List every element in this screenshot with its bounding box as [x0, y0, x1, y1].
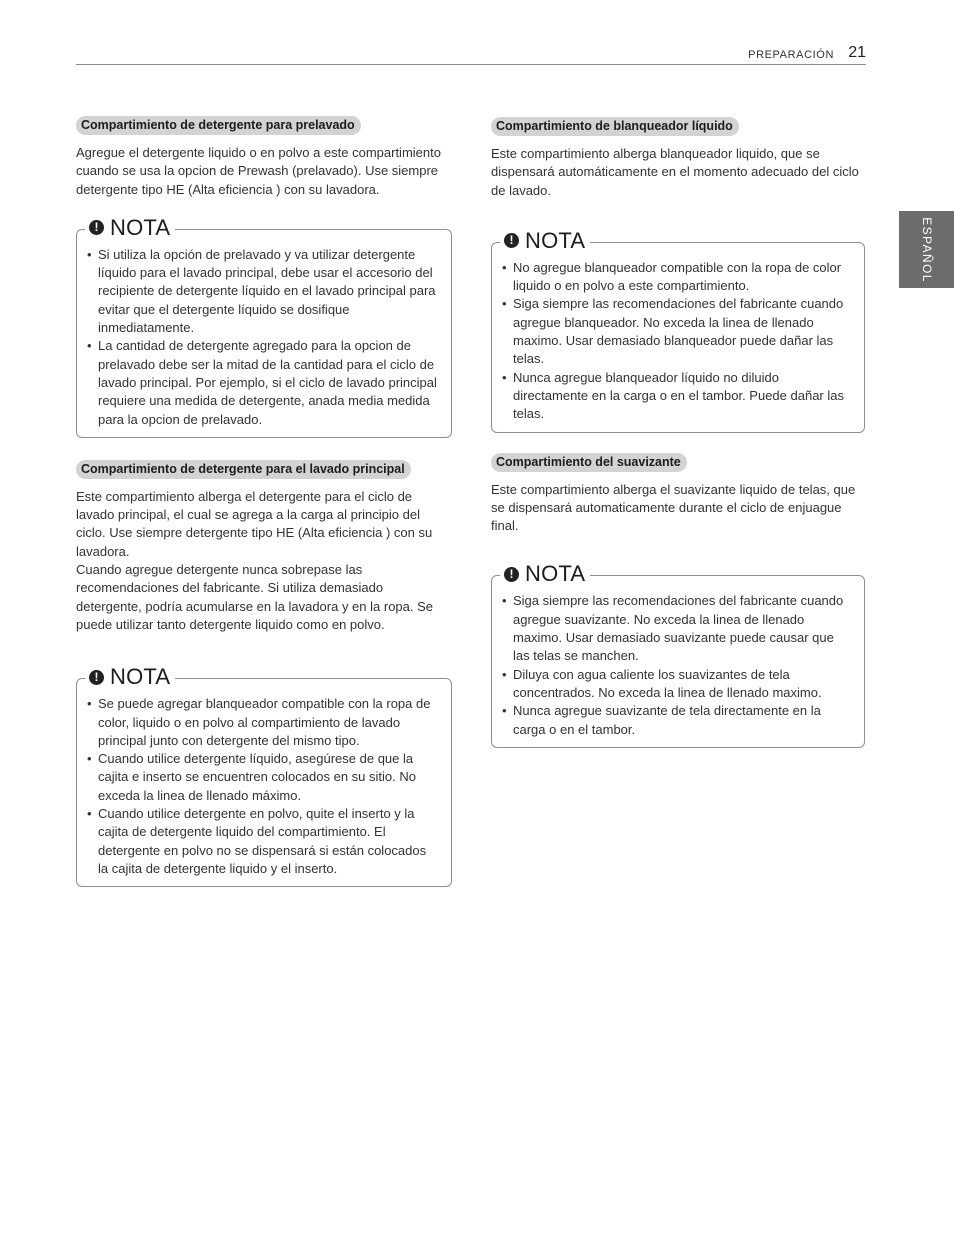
section-text: Este compartimiento alberga blanqueador liquido, que se dispensará automáticamente en el momento adecuado del ciclo de lavado. — [491, 146, 859, 198]
note-box — [76, 664, 452, 887]
section-main-wash-detergent — [76, 460, 452, 887]
warning-icon: ! — [504, 233, 519, 248]
section-text-2: Cuando agregue detergente nunca sobrepase las recomendaciones del fabricante. Si utiliza demasiado detergente, podría acumularse en la lavadora y en la ropa. Se puede utilizar tanto detergente liquido como en polvo. — [76, 562, 434, 632]
note-item — [87, 246, 439, 337]
note-header — [500, 561, 590, 587]
note-item — [87, 337, 439, 428]
section-heading: Compartimiento de detergente para prelavado — [76, 116, 361, 135]
note-item-text: Cuando utilice detergente líquido, asegúrese de que la cajita e inserto se encuentren colocados en su sitio. No exceda la linea de llenado máximo. — [98, 751, 416, 803]
note-item-text: Cuando utilice detergente en polvo, quite el inserto y la cajita de detergente liquido del compartimiento. El detergente en polvo no se dispensará si están colocados la cajita de detergente liquido y el inserto. — [98, 806, 427, 876]
language-tab — [899, 211, 954, 288]
note-item-text: Se puede agregar blanqueador compatible con la ropa de color, liquido o en polvo al compartimiento de lavado principal junto con detergente del mismo tipo. — [98, 696, 431, 748]
left-column — [76, 116, 452, 887]
note-title: NOTA — [525, 561, 586, 587]
section-heading: Compartimiento del suavizante — [491, 453, 687, 472]
note-item — [502, 666, 852, 703]
note-box — [491, 227, 865, 433]
bullet-icon: • — [502, 369, 507, 385]
right-column — [491, 117, 865, 748]
note-item — [87, 750, 439, 805]
note-box — [76, 214, 452, 438]
section-heading: Compartimiento de blanqueador líquido — [491, 117, 739, 136]
note-item — [502, 369, 852, 424]
language-tab-label: ESPAÑOL — [919, 216, 934, 283]
note-item-text: Nunca agregue blanqueador líquido no diluido directamente en la carga o en el tambor. Puede dañar las telas. — [513, 369, 844, 422]
note-item-text: Siga siempre las recomendaciones del fabricante cuando agregue suavizante. No exceda la linea de llenado maximo. Usar demasiado suavizante puede causar que las telas se manchen. — [513, 593, 844, 664]
note-header — [85, 664, 175, 690]
note-title: NOTA — [110, 664, 171, 690]
bullet-icon: • — [502, 703, 507, 719]
note-item — [502, 295, 852, 368]
note-item — [502, 592, 852, 665]
note-list — [87, 246, 439, 429]
note-item-text: Diluya con agua caliente los suavizantes de tela concentrados. No exceda la linea de llenado maximo. — [513, 666, 822, 700]
section-text: Agregue el detergente liquido o en polvo a este compartimiento cuando se usa la opcion de Prewash (prelavado). Use siempre detergente tipo HE (Alta eficiencia ) con su lavadora. — [76, 145, 441, 197]
note-item-text: No agregue blanqueador compatible con la ropa de color liquido o en polvo a este compartimiento. — [513, 259, 842, 294]
note-title: NOTA — [525, 227, 586, 253]
note-title: NOTA — [110, 214, 171, 240]
note-item — [502, 702, 852, 739]
bullet-icon: • — [87, 806, 92, 822]
page-number: 21 — [848, 44, 866, 61]
note-item-text: La cantidad de detergente agregado para la opcion de prelavado debe ser la mitad de la cantidad para el ciclo de lavado principal. Por ejemplo, si el ciclo de lavado principal requiere una medida de detergente, anada media medida para la opcion de prelavado. — [98, 338, 437, 427]
note-list — [87, 695, 439, 878]
section-text: Este compartimiento alberga el detergente para el ciclo de lavado principal, el cual se agrega a la carga al principio del ciclo. Use siempre detergente tipo HE (Alta eficiencia ) con su lavadora. — [76, 488, 433, 559]
bullet-icon: • — [87, 246, 92, 262]
note-item — [87, 805, 439, 878]
section-prewash-detergent — [76, 116, 452, 438]
warning-icon: ! — [89, 220, 104, 235]
note-header — [85, 215, 175, 241]
bullet-icon: • — [87, 696, 92, 712]
warning-icon: ! — [504, 567, 519, 582]
note-item-text: Nunca agregue suavizante de tela directamente en la carga o en el tambor. — [513, 703, 821, 737]
bullet-icon: • — [502, 666, 507, 682]
bullet-icon: • — [502, 593, 507, 609]
note-item — [502, 259, 852, 296]
page-header — [76, 40, 866, 65]
section-fabric-softener — [491, 453, 865, 748]
note-item-text: Si utiliza la opción de prelavado y va utilizar detergente líquido para el lavado principal, debe usar el accesorio del recipiente de detergente líquido en el lavado principal para evitar que el detergente líquido se dosifique inmediatamente. — [98, 246, 436, 336]
bullet-icon: • — [502, 259, 507, 275]
bullet-icon: • — [87, 751, 92, 767]
note-list — [502, 592, 852, 738]
bullet-icon: • — [87, 338, 92, 354]
note-list — [502, 259, 852, 424]
section-title: PREPARACIÓN — [748, 49, 834, 61]
bullet-icon: • — [502, 296, 507, 312]
note-item — [87, 695, 439, 750]
note-box — [491, 561, 865, 747]
note-header — [500, 228, 590, 254]
warning-icon: ! — [89, 670, 104, 685]
note-item-text: Siga siempre las recomendaciones del fabricante cuando agregue blanqueador. No exceda la linea de llenado maximo. Usar demasiado blanqueador puede dañar las telas. — [513, 296, 844, 367]
section-heading: Compartimiento de detergente para el lavado principal — [76, 460, 411, 479]
section-liquid-bleach — [491, 117, 865, 433]
section-text: Este compartimiento alberga el suavizante liquido de telas, que se dispensará automaticamente durante el ciclo de enjuague final. — [491, 481, 856, 534]
